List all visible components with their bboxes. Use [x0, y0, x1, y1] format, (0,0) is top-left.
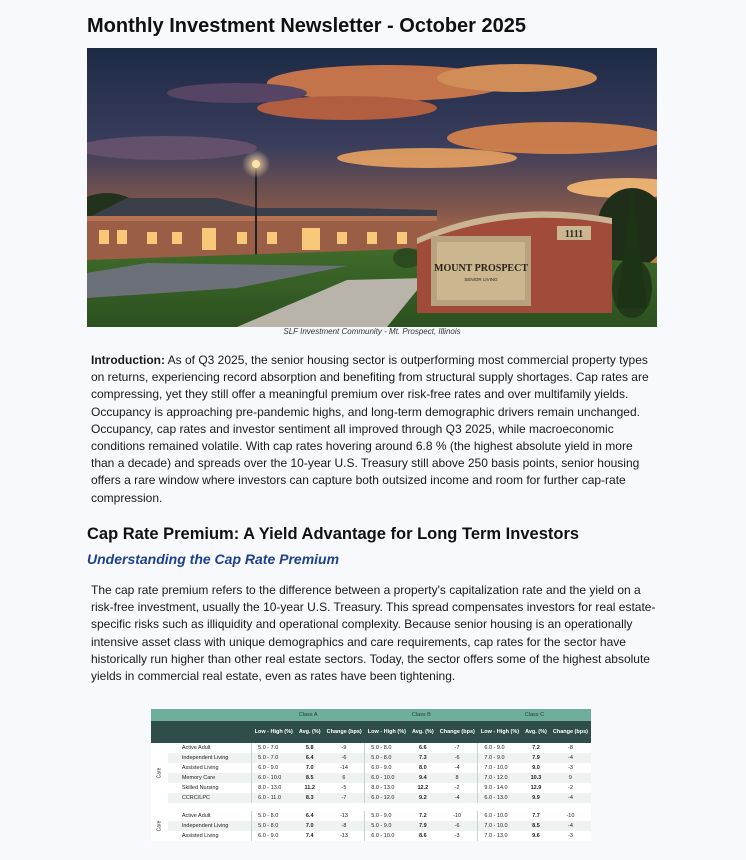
avg-cell: 9.9 — [522, 793, 550, 803]
col-lowhigh: Low - High (%) — [252, 721, 296, 743]
range-cell: 6.0 - 13.0 — [478, 793, 522, 803]
hero-photo — [87, 48, 657, 327]
table-group-2 — [151, 811, 591, 841]
change-cell: -6 — [324, 753, 365, 763]
col-avg: Avg. (%) — [296, 721, 324, 743]
avg-cell: 12.2 — [417, 785, 429, 791]
range-cell: 5.0 - 8.0 — [252, 811, 296, 821]
table-row — [151, 783, 591, 793]
avg-cell: 8.0 — [419, 765, 427, 771]
class-b-header: Class B — [365, 709, 478, 721]
sign-sub: SENIOR LIVING — [464, 277, 498, 282]
sign-name: MOUNT PROSPECT — [434, 263, 528, 274]
change-cell: -2 — [567, 785, 573, 791]
avg-cell: 11.2 — [304, 785, 315, 791]
column-header-row — [151, 721, 591, 743]
col-change: Change (bps) — [437, 721, 478, 743]
change-cell: -14 — [339, 765, 348, 771]
avg-cell: 7.0 — [305, 765, 314, 771]
section-body: The cap rate premium refers to the difference between a property's capitalization rate and the yield on a risk-free investment, usually the 10-year U.S. Treasury. This spread compensates investors for real estate-specific risks such as illiquidity and operational complexity. Because senior housing is an operationally intensive asset class with unique demographics and care requirements, cap rates for the sector have historically run higher than other real estate sectors. Today, the sector offers some of the highest absolute yields in commercial real estate, even as rates have been tightening. — [91, 583, 656, 684]
table-group-1 — [151, 743, 591, 803]
change-cell: -7 — [454, 745, 460, 751]
avg-cell: 7.2 — [532, 745, 540, 751]
avg-cell: 6.6 — [419, 745, 427, 751]
table-row — [151, 793, 591, 803]
avg-cell: 10.3 — [522, 773, 550, 783]
sign-number: 1111 — [564, 229, 584, 240]
segment-cell: Skilled Nursing — [181, 785, 219, 791]
range-cell: 6.0 - 10.0 — [252, 773, 296, 783]
change-cell: -4 — [550, 793, 591, 803]
avg-cell: 7.9 — [522, 753, 550, 763]
avg-cell: 6.4 — [305, 813, 314, 819]
col-avg: Avg. (%) — [522, 721, 550, 743]
range-cell: 9.0 - 14.0 — [478, 783, 522, 793]
segment-cell: Assisted Living — [181, 833, 219, 839]
table-row — [151, 743, 591, 753]
change-cell: -8 — [567, 745, 573, 751]
section-subheading: Understanding the Cap Rate Premium — [87, 551, 340, 567]
avg-cell: 8.6 — [419, 833, 427, 839]
table-row — [151, 811, 591, 821]
range-cell: 6.0 - 10.0 — [478, 811, 522, 821]
avg-cell: 9.0 — [532, 765, 540, 771]
range-cell: 5.0 - 7.0 — [252, 753, 296, 763]
change-cell: -9 — [341, 745, 347, 751]
intro-paragraph — [91, 352, 659, 507]
range-cell: 5.0 - 8.0 — [365, 743, 409, 753]
range-cell: 8.0 - 13.0 — [252, 783, 296, 793]
avg-cell: 12.9 — [530, 785, 542, 791]
col-avg: Avg. (%) — [409, 721, 437, 743]
avg-cell: 6.4 — [296, 753, 324, 763]
change-cell: -3 — [567, 765, 573, 771]
change-cell: -3 — [567, 833, 573, 839]
change-cell: 8 — [437, 773, 478, 783]
change-cell: -6 — [437, 753, 478, 763]
avg-cell: 7.7 — [532, 813, 540, 819]
section-label: Care — [156, 820, 163, 832]
segment-cell: Memory Care — [168, 773, 252, 783]
range-cell: 5.0 - 9.0 — [365, 811, 409, 821]
table-row — [151, 773, 591, 783]
change-cell: -5 — [341, 785, 347, 791]
avg-cell: 7.4 — [305, 833, 314, 839]
avg-cell: 9.4 — [409, 773, 437, 783]
class-header-row — [151, 709, 591, 721]
col-change: Change (bps) — [550, 721, 591, 743]
col-lowhigh: Low - High (%) — [478, 721, 522, 743]
change-cell: -4 — [550, 821, 591, 831]
change-cell: -8 — [324, 821, 365, 831]
class-c-header: Class C — [478, 709, 591, 721]
range-cell: 6.0 - 9.0 — [478, 743, 522, 753]
table-row — [151, 763, 591, 773]
col-change: Change (bps) — [324, 721, 365, 743]
avg-cell: 8.3 — [296, 793, 324, 803]
range-cell: 5.0 - 8.0 — [252, 821, 296, 831]
change-cell: -7 — [324, 793, 365, 803]
intro-text: As of Q3 2025, the senior housing sector is outperforming most commercial property types on returns, experiencing record absorption and benefiting from structural supply shortages. Cap rates are compressing, yet they still offer a meaningful premium over risk-free rates and over multifamily yields. Occupancy is approaching pre-pandemic highs, and long-term demographic drivers remain unchanged. Occupancy, cap rates and investor sentiment all improved through Q3 2025, while macroeconomic conditions remained volatile. With cap rates hovering around 6.8 % (the highest absolute yield in more than a decade) and spreads over the 10-year U.S. Treasury still above 250 basis points, senior housing offers a rare window where investors can capture both outsized income and room for further cap-rate compression. — [91, 353, 649, 505]
segment-cell: Independent Living — [168, 821, 252, 831]
range-cell: 5.0 - 7.0 — [252, 743, 296, 753]
range-cell: 7.0 - 10.0 — [478, 821, 522, 831]
section-heading: Cap Rate Premium: A Yield Advantage for Long Term Investors — [87, 525, 580, 543]
range-cell: 6.0 - 10.0 — [365, 773, 409, 783]
table-gap — [151, 803, 591, 811]
avg-cell: 7.2 — [419, 813, 427, 819]
avg-cell: 8.5 — [522, 821, 550, 831]
change-cell: -10 — [566, 813, 575, 819]
table-row — [151, 821, 591, 831]
avg-cell: 7.3 — [409, 753, 437, 763]
change-cell: -10 — [453, 813, 462, 819]
page-title: Monthly Investment Newsletter - October 2025 — [87, 15, 527, 37]
segment-cell: Assisted Living — [181, 765, 219, 771]
avg-cell: 9.2 — [409, 793, 437, 803]
change-cell: -4 — [437, 793, 478, 803]
range-cell: 7.0 - 13.0 — [478, 831, 522, 841]
change-cell: -4 — [454, 765, 460, 771]
range-cell: 6.0 - 12.0 — [365, 793, 409, 803]
change-cell: -4 — [550, 753, 591, 763]
range-cell: 6.0 - 9.0 — [252, 763, 296, 773]
range-cell: 6.0 - 9.0 — [365, 763, 409, 773]
table-row — [151, 831, 591, 841]
range-cell: 6.0 - 11.0 — [252, 793, 296, 803]
change-cell: -13 — [339, 833, 348, 839]
avg-cell: 5.8 — [305, 745, 314, 751]
class-a-header: Class A — [252, 709, 365, 721]
range-cell: 7.0 - 10.0 — [478, 763, 522, 773]
change-cell: -2 — [454, 785, 460, 791]
range-cell: 5.0 - 8.0 — [365, 753, 409, 763]
change-cell: -13 — [339, 813, 348, 819]
intro-lead: Introduction: — [91, 353, 165, 367]
range-cell: 5.0 - 9.0 — [365, 821, 409, 831]
avg-cell: 8.5 — [296, 773, 324, 783]
change-cell: 9 — [550, 773, 591, 783]
range-cell: 7.0 - 12.0 — [478, 773, 522, 783]
range-cell: 6.0 - 10.0 — [365, 831, 409, 841]
avg-cell: 9.6 — [532, 833, 540, 839]
range-cell: 6.0 - 9.0 — [252, 831, 296, 841]
change-cell: -3 — [454, 833, 460, 839]
photo-caption: SLF Investment Community - Mt. Prospect, Illinois — [283, 327, 461, 336]
change-cell: -6 — [437, 821, 478, 831]
range-cell: 7.0 - 9.0 — [478, 753, 522, 763]
col-lowhigh: Low - High (%) — [365, 721, 409, 743]
cap-rate-table — [151, 709, 591, 841]
range-cell: 8.0 - 13.0 — [365, 783, 409, 793]
avg-cell: 7.0 — [296, 821, 324, 831]
avg-cell: 7.9 — [409, 821, 437, 831]
section-label: Care — [156, 767, 163, 779]
segment-cell: Active Adult — [181, 745, 211, 751]
segment-cell: CCRC/LPC — [168, 793, 252, 803]
table-row — [151, 753, 591, 763]
segment-cell: Independent Living — [168, 753, 252, 763]
change-cell: 6 — [324, 773, 365, 783]
segment-cell: Active Adult — [181, 813, 211, 819]
